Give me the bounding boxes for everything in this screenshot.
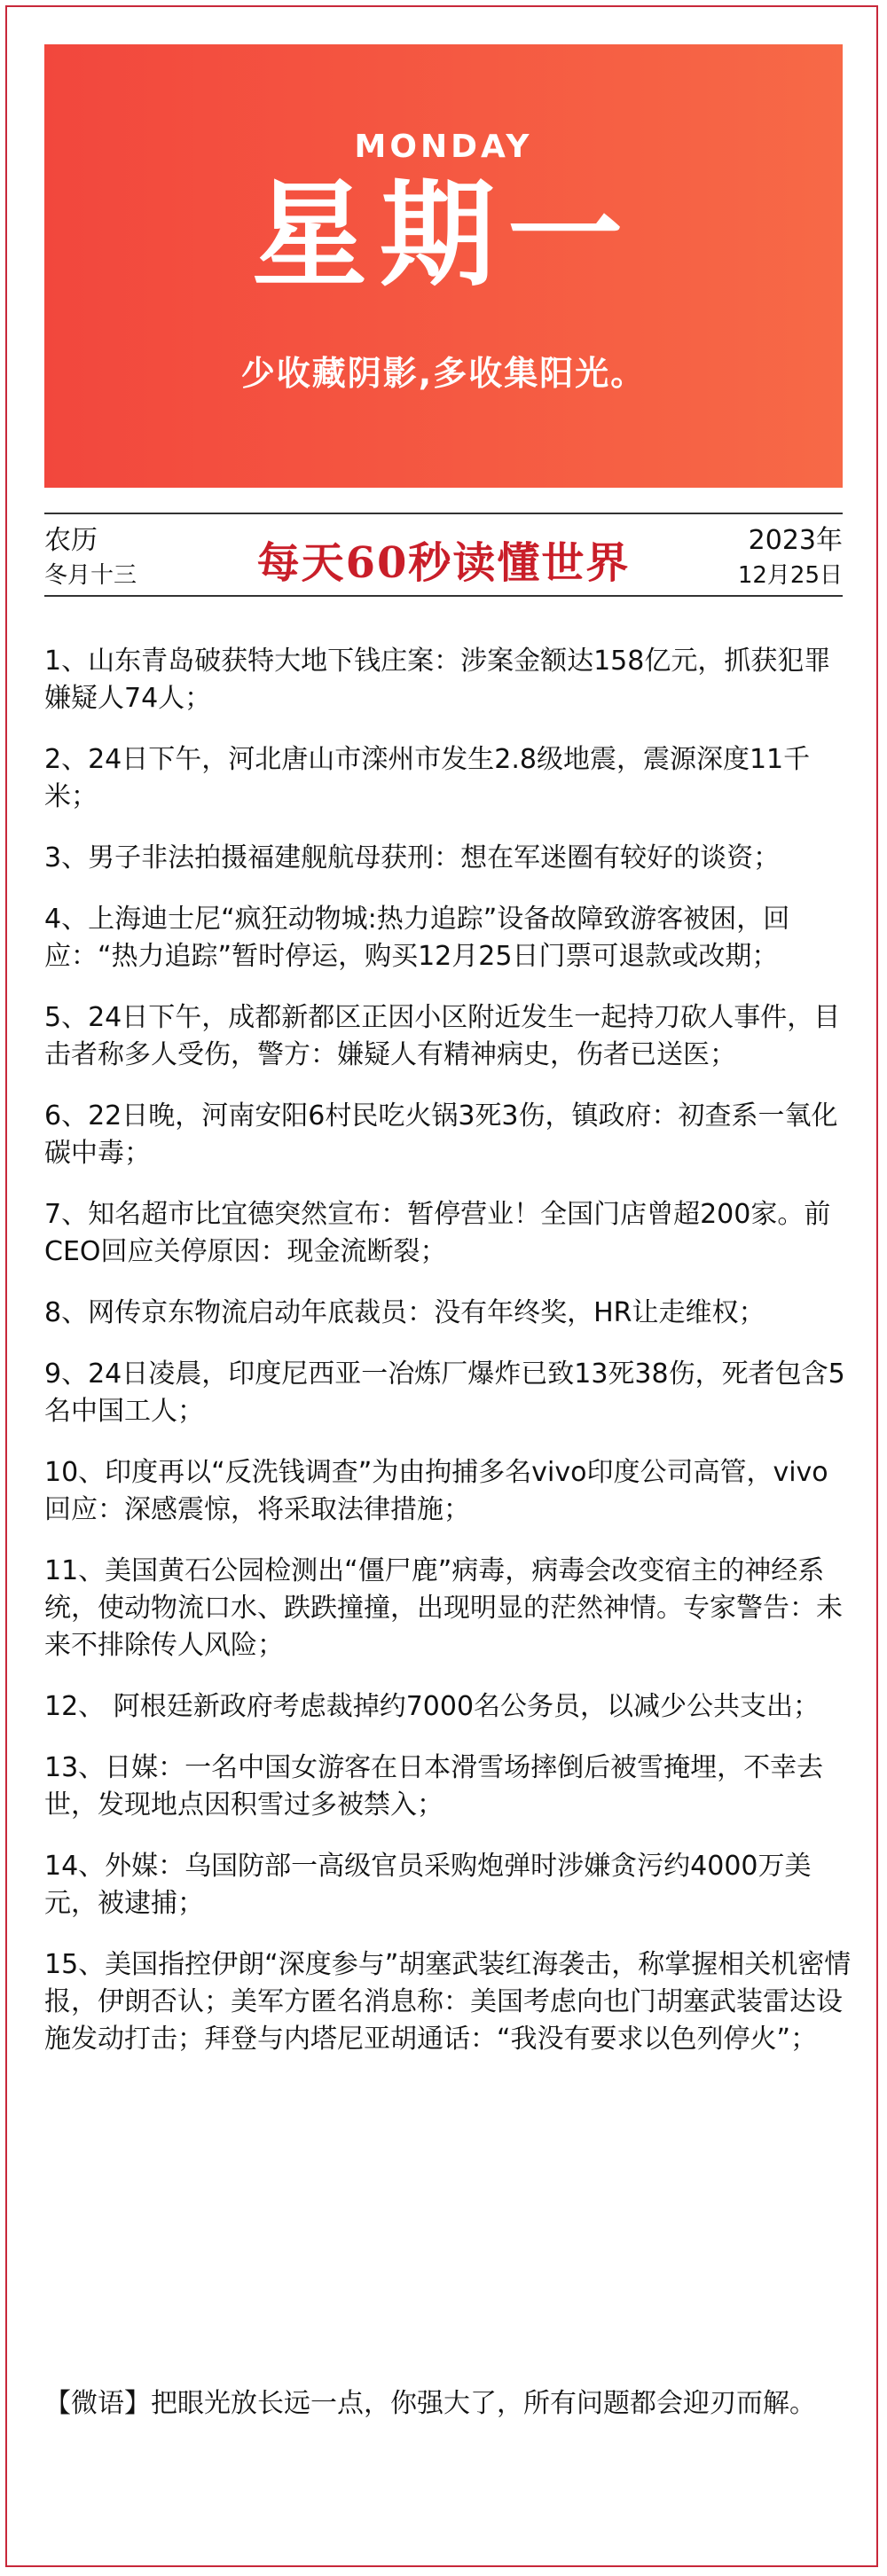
weekday-chinese: 星期一	[251, 167, 635, 302]
news-item: 8、网传京东物流启动年底裁员：没有年终奖，HR让走维权；	[44, 1297, 765, 1328]
news-item: 2、24日下午，河北唐山市滦州市发生2.8级地震，震源深度11千米；	[44, 744, 811, 812]
weekday-english: MONDAY	[354, 129, 533, 165]
news-item: 4、上海迪士尼“疯狂动物城:热力追踪”设备故障致游客被困，回应：“热力追踪”暂时停运，购买12月25日门票可退款或改期；	[44, 904, 790, 972]
news-item: 11、美国黄石公园检测出“僵尸鹿”病毒，病毒会改变宿主的神经系统，使动物流口水、跌跌撞撞，出现明显的茫然神情。专家警告：未来不排除传人风险；	[44, 1555, 843, 1661]
banner-motto: 少收藏阴影,多收集阳光。	[240, 354, 647, 393]
news-item: 3、男子非法拍摄福建舰航母获刑：想在军迷圈有较好的谈资；	[44, 842, 781, 873]
news-item: 7、知名超市比宜德突然宣布：暂停营业！全国门店曾超200家。前CEO回应关停原因：现金流断裂；	[44, 1199, 831, 1267]
year-label: 2023年	[748, 525, 843, 556]
page-title: 每天60秒读懂世界	[256, 538, 631, 588]
news-item: 12、 阿根廷新政府考虑裁掉约7000名公务员，以减少公共支出；	[44, 1691, 820, 1722]
news-item: 15、美国指控伊朗“深度参与”胡塞武装红海袭击，称掌握相关机密情报，伊朗否认；美军方匿名消息称：美国考虑向也门胡塞武装雷达设施发动打击；拜登与内塔尼亚胡通话：“我没有要求以色列停火”；	[44, 1949, 852, 2055]
month-day-label: 12月25日	[737, 562, 843, 589]
news-item: 6、22日晚，河南安阳6村民吃火锅3死3伤，镇政府：初查系一氧化碳中毒；	[44, 1100, 838, 1169]
daily-quote: 【微语】把眼光放长远一点，你强大了，所有问题都会迎刃而解。	[44, 2388, 816, 2419]
news-item: 5、24日下午，成都新都区正因小区附近发生一起持刀砍人事件，目击者称多人受伤，警方：嫌疑人有精神病史，伤者已送医；	[44, 1002, 841, 1070]
news-item: 14、外媒：乌国防部一高级官员采购炮弹时涉嫌贪污约4000万美元，被逮捕；	[44, 1851, 812, 1919]
day-banner	[44, 44, 843, 488]
news-item: 10、印度再以“反洗钱调查”为由拘捕多名vivo印度公司高管，vivo回应：深感震惊，将采取法律措施；	[44, 1457, 828, 1525]
lunar-date: 冬月十三	[44, 562, 137, 589]
date-info-row	[44, 513, 843, 597]
news-item: 9、24日凌晨，印度尼西亚一冶炼厂爆炸已致13死38伤，死者包含5名中国工人；	[44, 1358, 845, 1427]
news-item: 13、日媒：一名中国女游客在日本滑雪场摔倒后被雪掩埋，不幸去世，发现地点因积雪过多被禁入；	[44, 1752, 824, 1820]
news-item: 1、山东青岛破获特大地下钱庄案：涉案金额达158亿元，抓获犯罪嫌疑人74人；	[44, 646, 831, 714]
news-list	[44, 643, 852, 2082]
lunar-label: 农历	[44, 525, 98, 556]
